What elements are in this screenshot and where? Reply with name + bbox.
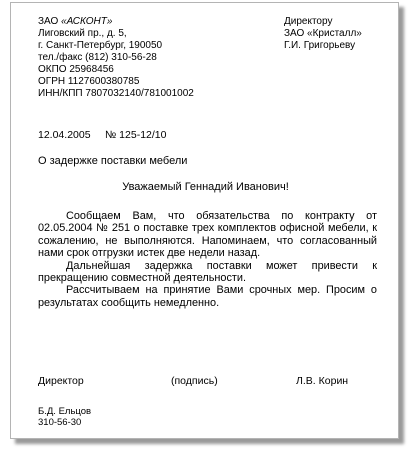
executor-phone: 310-56-30 [38, 417, 82, 428]
signature-title: Директор [38, 375, 84, 387]
signature-name: Л.В. Корин [296, 375, 349, 387]
sender-org-prefix: ЗАО [38, 16, 62, 27]
body-paragraph: Сообщаем Вам, что обязательства по контракту от 02.05.2004 № 251 о поставке трех комплектов офисной мебели, к сожалению, не выполняются. Напоминаем, что согласованный нами срок отгрузки истек две недели назад. [38, 210, 377, 260]
sender-line: ОГРН 1127600380785 [38, 76, 140, 87]
executor-block [38, 406, 91, 428]
signature-placeholder: (подпись) [171, 375, 218, 387]
sender-org [38, 16, 194, 28]
sender-line: Лиговский пр., д. 5, [38, 28, 127, 39]
letter-subject: О задержке поставки мебели [38, 155, 188, 167]
sender-org-name: «АСКОНТ» [61, 16, 113, 27]
sender-block [38, 16, 194, 100]
body-paragraph: Дальнейшая задержка поставки может привести к прекращению совместной деятельности. [38, 259, 377, 285]
recipient-line: Г.И. Григорьеву [284, 40, 356, 51]
sender-line: ИНН/КПП 7807032140/781001002 [38, 88, 194, 99]
recipient-block [284, 16, 362, 52]
sender-line: ОКПО 25968456 [38, 64, 114, 75]
letter-date: 12.04.2005 [38, 129, 91, 141]
recipient-line: Директору [284, 16, 333, 27]
letter-page [10, 2, 399, 439]
letter-number: № 125-12/10 [105, 129, 167, 141]
sender-line: г. Санкт-Петербург, 190050 [38, 40, 163, 51]
body-paragraph: Рассчитываем на принятие Вами срочных мер. Просим о результатах сообщить немедленно. [38, 284, 377, 309]
recipient-line: ЗАО «Кристалл» [284, 28, 362, 39]
letter-body [38, 210, 377, 309]
executor-name: Б.Д. Ельцов [38, 406, 92, 417]
sender-line: тел./факс (812) 310-56-28 [38, 52, 157, 63]
salutation: Уважаемый Геннадий Иванович! [122, 181, 289, 193]
